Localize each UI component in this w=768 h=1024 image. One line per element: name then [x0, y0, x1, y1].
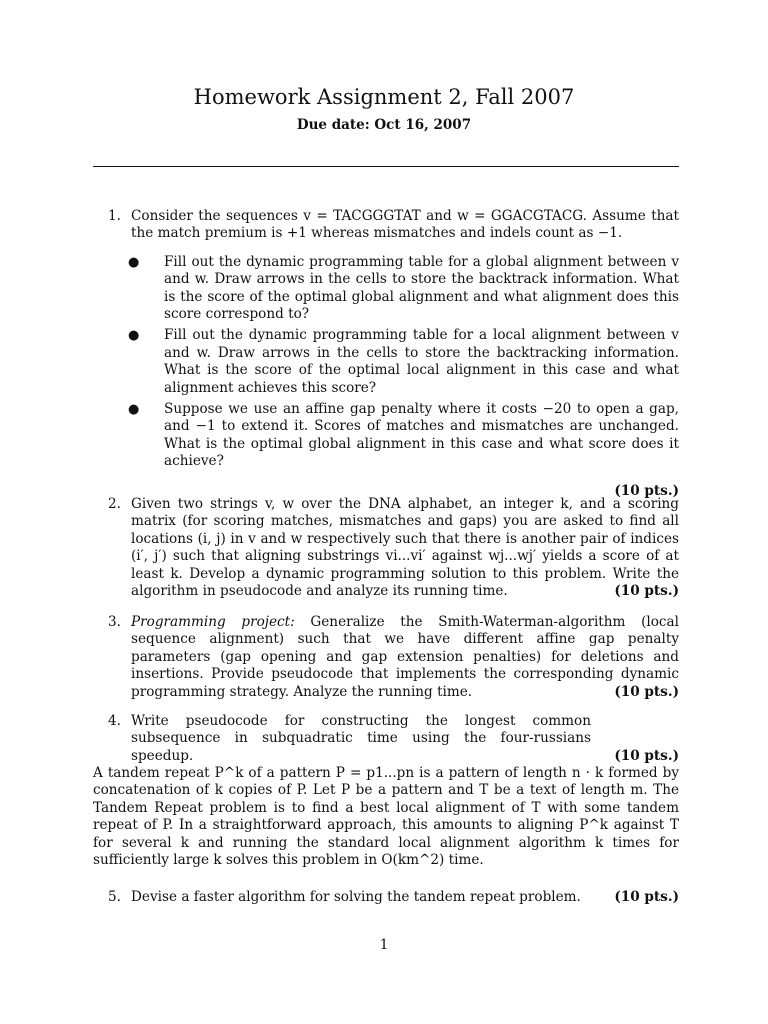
points-label: (10 pts.)	[614, 889, 679, 905]
bullet-icon: ●	[128, 328, 140, 344]
problem-3-body	[131, 614, 679, 701]
programming-project-label: Programming project:	[131, 614, 295, 630]
list-item	[128, 253, 679, 324]
problem-1	[93, 208, 679, 500]
problem-1-bullet-list	[128, 253, 679, 471]
problem-number: 2.	[108, 496, 121, 512]
problem-5-text: Devise a faster algorithm for solving the tandem repeat problem.	[131, 889, 581, 905]
points-label: (10 pts.)	[614, 747, 679, 764]
points-label: (10 pts.)	[614, 583, 679, 600]
problem-number: 4.	[108, 713, 121, 729]
problem-5	[93, 889, 679, 906]
problem-3	[93, 614, 679, 701]
list-item	[128, 327, 679, 397]
page-number: 1	[379, 937, 389, 953]
problem-2-text: Given two strings v, w over the DNA alphabet, an integer k, and a scoring matrix (for scoring matches, mismatches and gaps) you are asked to find all locations (i, j) in v and w respectively such that there is another pair of indices (i′, j′) such that aligning substrings vi...vi′ against wj...wj′ yields a score of at least k. Develop a dynamic programming solution to this problem. Write the algorithm in pseudocode and analyze its running time.	[131, 496, 679, 600]
due-date: Due date: Oct 16, 2007	[296, 117, 472, 133]
bullet-text: Suppose we use an affine gap penalty where it costs −20 to open a gap, and −1 to extend it. Scores of matches and mismatches are unchanged. What is the optimal global alignment in this case and what score does it achieve?	[164, 401, 679, 470]
tandem-repeat-paragraph: A tandem repeat P^k of a pattern P = p1...pn is a pattern of length n · k formed by concatenation of k copies of P. Let P be a pattern and T be a text of length m. The Tandem Repeat problem is to find a best local alignment of T with some tandem repeat of P. In a straightforward approach, this amounts to aligning P^k against T for several k and running the standard local alignment algorithm k times for sufficiently large k solves this problem in O(km^2) time.	[93, 765, 679, 869]
problem-3-text: Generalize the Smith-Waterman-algorithm (local sequence alignment) such that we have different affine gap penalty parameters (gap opening and gap extension penalties) for deletions and insertions. Provide pseudocode that implements the corresponding dynamic programming strategy. Analyze the running time.	[131, 614, 679, 700]
bullet-text: Fill out the dynamic programming table for a local alignment between v and w. Draw arrows in the cells to store the backtracking information. What is the score of the optimal local alignment in this case and what alignment achieves this score?	[164, 327, 679, 396]
problem-1-intro: Consider the sequences v = TACGGGTAT and w = GGACGTACG. Assume that the match premium is +1 whereas mismatches and indels count as −1.	[131, 208, 679, 242]
problem-number: 3.	[108, 614, 121, 630]
problem-number: 5.	[108, 889, 121, 905]
problem-4-text: Write pseudocode for constructing the longest common subsequence in subquadratic time using the four-russians speedup.	[131, 713, 591, 764]
bullet-icon: ●	[128, 402, 140, 418]
points-label: (10 pts.)	[614, 683, 679, 700]
page-title: Homework Assignment 2, Fall 2007	[193, 85, 575, 109]
bullet-icon: ●	[128, 254, 140, 270]
bullet-text: Fill out the dynamic programming table for a global alignment between v and w. Draw arrows in the cells to store the backtrack information. What is the score of the optimal global alignment and what alignment does this score correspond to?	[164, 253, 679, 323]
header-divider	[93, 166, 679, 167]
problem-2	[93, 496, 679, 600]
list-item	[128, 401, 679, 471]
problem-number: 1.	[108, 208, 121, 224]
points-label: (10 pts.)	[614, 482, 679, 499]
problem-4	[93, 713, 679, 765]
